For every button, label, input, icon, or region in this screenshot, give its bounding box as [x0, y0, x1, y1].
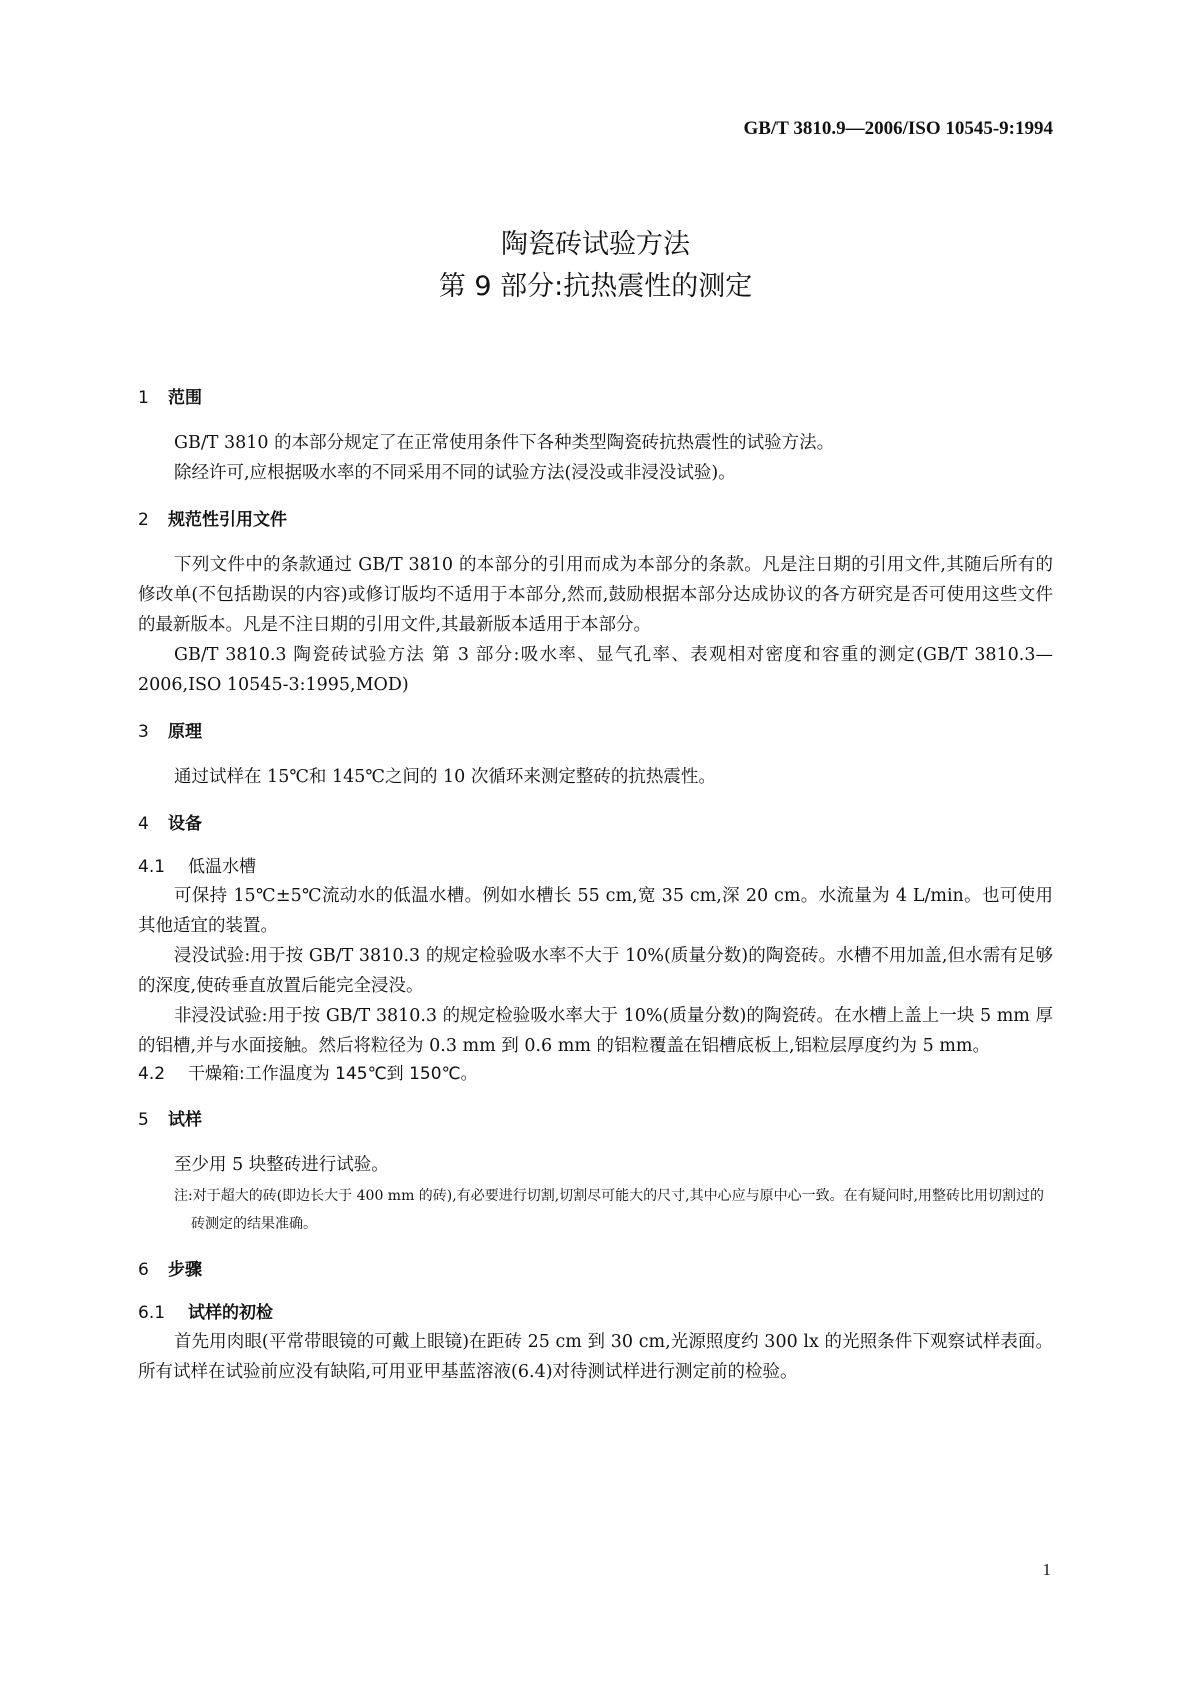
document-subtitle: 第 9 部分:抗热震性的测定 [438, 271, 753, 302]
paragraph: 可保持 15℃±5℃流动水的低温水槽。例如水槽长 55 cm,宽 35 cm,深 20 cm。水流量为 4 L/min。也可使用其他适宜的装置。 [138, 886, 1053, 936]
title-block [138, 224, 1053, 308]
paragraph: 首先用肉眼(平常带眼镜的可戴上眼镜)在距砖 25 cm 到 30 cm,光源照度约 300 lx 的光照条件下观察试样表面。所有试样在试验前应没有缺陷,可用亚甲基蓝溶液(6.4)对待测试样进行测定前的检验。 [138, 1332, 1053, 1382]
section-heading [138, 720, 1053, 744]
standard-code-text: GB/T 3810.9—2006/ISO 10545-9:1994 [743, 118, 1053, 139]
paragraph: GB/T 3810 的本部分规定了在正常使用条件下各种类型陶瓷砖抗热震性的试验方法。 [174, 433, 835, 453]
paragraph: 下列文件中的条款通过 GB/T 3810 的本部分的引用而成为本部分的条款。凡是注日期的引用文件,其随后所有的修改单(不包括勘误的内容)或修订版均不适用于本部分,然而,鼓励根据本部分达成协议的各方研究是否可使用这些文件的最新版本。凡是不注日期的引用文件,其最新版本适用于本部分。 [138, 555, 1053, 635]
section-number: 5 [138, 1110, 149, 1130]
section-heading [138, 1258, 1053, 1282]
page-number: 1 [1042, 1560, 1051, 1579]
section-procedure [138, 1258, 1053, 1387]
reference-entry: GB/T 3810.3 陶瓷砖试验方法 第 3 部分:吸水率、显气孔率、表观相对密度和容重的测定(GB/T 3810.3—2006,ISO 10545-3:1995,MOD) [138, 645, 1053, 695]
subsection-number: 6.1 [138, 1303, 166, 1323]
subsection-heading [138, 1300, 1053, 1327]
section-apparatus [138, 812, 1053, 1088]
section-number: 4 [138, 814, 149, 834]
section-number: 3 [138, 722, 149, 742]
paragraph: 非浸没试验:用于按 GB/T 3810.3 的规定检验吸水率大于 10%(质量分数)的陶瓷砖。在水槽上盖上一块 5 mm 厚的铝槽,并与水面接触。然后将粒径为 0.3 mm 到 0.6 mm 的铝粒覆盖在铝槽底板上,铝粒层厚度约为 5 mm。 [138, 1006, 1053, 1056]
standard-code [138, 118, 1053, 148]
section-normative-references [138, 508, 1053, 700]
section-title: 范围 [168, 388, 202, 408]
section-number: 2 [138, 510, 149, 530]
section-title: 设备 [168, 814, 202, 834]
paragraph: 浸没试验:用于按 GB/T 3810.3 的规定检验吸水率不大于 10%(质量分数)的陶瓷砖。水槽不用加盖,但水需有足够的深度,使砖垂直放置后能完全浸没。 [138, 946, 1053, 996]
section-test-specimens [138, 1108, 1053, 1238]
paragraph: 通过试样在 15℃和 145℃之间的 10 次循环来测定整砖的抗热震性。 [174, 767, 716, 787]
paragraph: 除经许可,应根据吸水率的不同采用不同的试验方法(浸没或非浸没试验)。 [174, 463, 736, 483]
note: 注:对于超大的砖(即边长大于 400 mm 的砖),有必要进行切割,切割尽可能大的尺寸,其中心应与原中心一致。在有疑问时,用整砖比用切割过的砖测定的结果准确。 [174, 1188, 1045, 1232]
subsection-number: 4.2 [138, 1064, 166, 1084]
paragraph: 至少用 5 块整砖进行试验。 [174, 1155, 389, 1175]
subsection-heading [138, 1061, 1053, 1088]
section-heading [138, 1108, 1053, 1132]
section-title: 规范性引用文件 [168, 510, 287, 530]
section-heading [138, 508, 1053, 532]
document-title: 陶瓷砖试验方法 [501, 229, 690, 260]
section-title: 步骤 [168, 1260, 202, 1280]
subsection-number: 4.1 [138, 857, 166, 877]
subsection-title: 试样的初检 [188, 1303, 273, 1323]
section-number: 6 [138, 1260, 149, 1280]
subsection-text: 干燥箱:工作温度为 145℃到 150℃。 [188, 1064, 478, 1084]
section-heading [138, 386, 1053, 410]
section-number: 1 [138, 388, 149, 408]
subsection-heading [138, 854, 1053, 881]
section-title: 原理 [168, 722, 202, 742]
section-principle [138, 720, 1053, 792]
section-scope [138, 386, 1053, 488]
section-heading [138, 812, 1053, 836]
subsection-title: 低温水槽 [188, 857, 256, 877]
section-title: 试样 [168, 1110, 202, 1130]
